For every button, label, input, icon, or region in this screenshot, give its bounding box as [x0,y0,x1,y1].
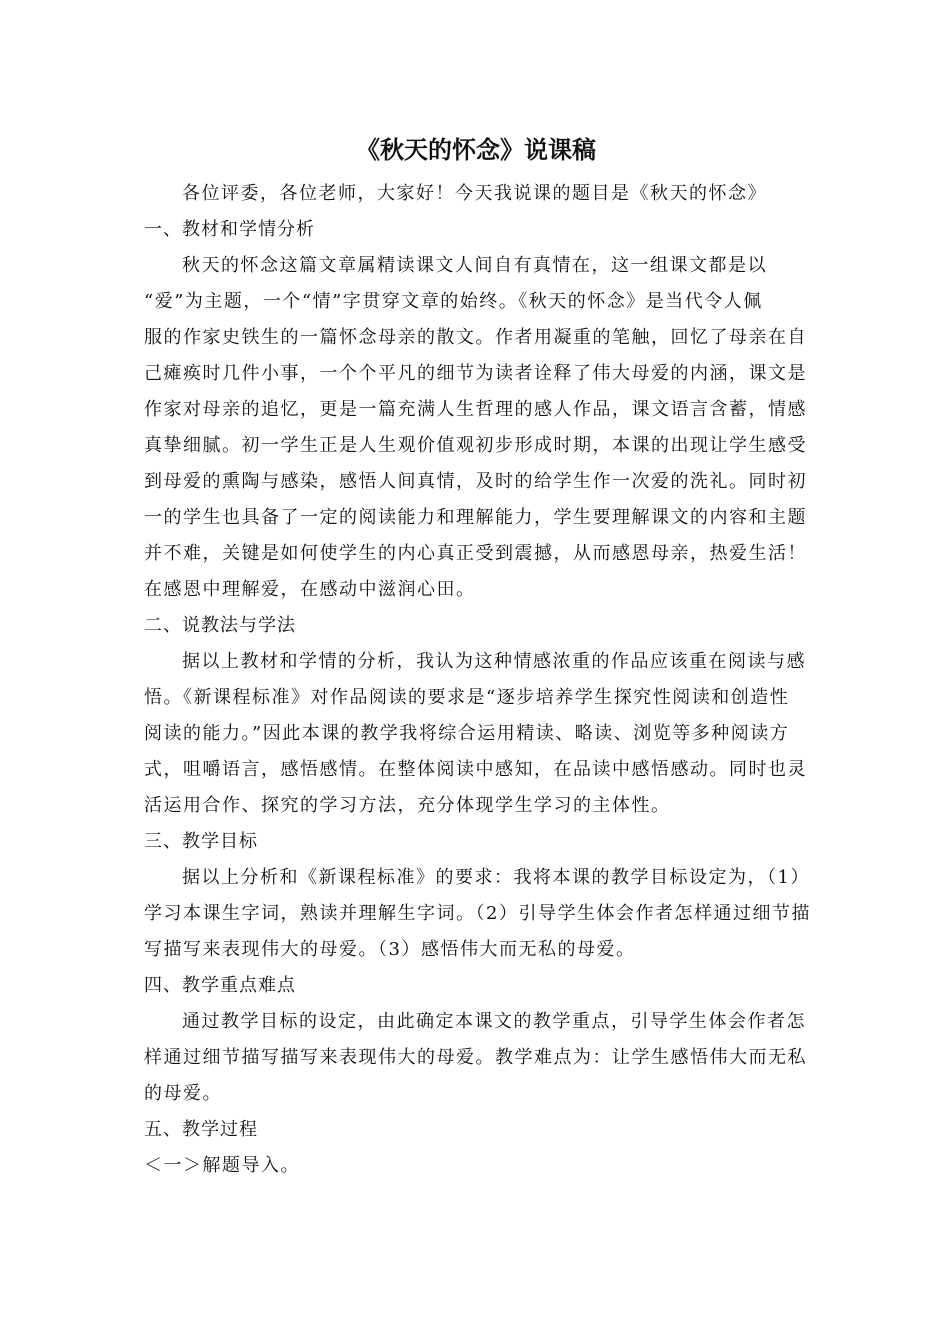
paragraph-line: 通过教学目标的设定，由此确定本课文的教学重点，引导学生体会作者怎 [182,1011,806,1032]
paragraph-line: 学习本课生字词，熟读并理解生字词。（2）引导学生体会作者怎样通过细节描 [144,903,811,924]
paragraph-line: 一的学生也具备了一定的阅读能力和理解能力，学生要理解课文的内容和主题 [144,507,807,528]
paragraph-line: “爱”为主题，一个“情”字贯穿文章的始终。《秋天的怀念》是当代令人佩 [144,291,763,312]
paragraph-line: 悟。《新课程标准》对作品阅读的要求是“逐步培养学生探究性阅读和创造性 [144,687,790,708]
section-heading: 三、教学目标 [144,831,258,852]
paragraph-line: 据以上分析和《新课程标准》的要求：我将本课的教学目标设定为，（1） [182,867,810,888]
paragraph-line: 据以上教材和学情的分析，我认为这种情感浓重的作品应该重在阅读与感 [182,651,806,672]
paragraph-line: 真挚细腻。初一学生正是人生观价值观初步形成时期，本课的出现让学生感受 [144,435,807,456]
paragraph-line: 写描写来表现伟大的母爱。（3）感悟伟大而无私的母爱。 [144,939,636,960]
paragraph-line: 服的作家史铁生的一篇怀念母亲的散文。作者用凝重的笔触，回忆了母亲在自 [144,327,807,348]
document-body [144,176,811,1184]
paragraph-line: 作家对母亲的追忆，更是一篇充满人生哲理的感人作品，课文语言含蓄，情感 [144,399,807,420]
paragraph-line: 阅读的能力。”因此本课的教学我将综合运用精读、略读、浏览等多种阅读方 [144,723,790,744]
paragraph-line: 在感恩中理解爱，在感动中滋润心田。 [144,579,476,600]
paragraph-line: 到母爱的熏陶与感染，感悟人间真情，及时的给学生作一次爱的洗礼。同时初 [144,471,807,492]
document-title: 《秋天的怀念》说课稿 [356,136,596,164]
paragraph-line: 式，咀嚼语言，感悟感情。在整体阅读中感知，在品读中感悟感动。同时也灵 [144,759,807,780]
section-heading: 四、教学重点难点 [144,975,296,996]
section-heading: 二、说教法与学法 [144,615,296,636]
paragraph-line: 活运用合作、探究的学习方法，充分体现学生学习的主体性。 [144,795,671,816]
section-heading: 一、教材和学情分析 [144,219,315,240]
paragraph-line: 并不难，关键是如何使学生的内心真正受到震撼，从而感恩母亲，热爱生活！ [144,543,807,564]
document-page [144,130,811,1184]
paragraph-line: ＜一＞解题导入。 [144,1155,300,1176]
section-heading: 五、教学过程 [144,1119,258,1140]
paragraph-line: 各位评委，各位老师，大家好！今天我说课的题目是《秋天的怀念》 [182,183,767,204]
paragraph-line: 样通过细节描写描写来表现伟大的母爱。教学难点为：让学生感悟伟大而无私 [144,1047,807,1068]
paragraph-line: 的母爱。 [144,1083,222,1104]
paragraph-line: 己瘫痪时几件小事，一个个平凡的细节为读者诠释了伟大母爱的内涵，课文是 [144,363,807,384]
paragraph-line: 秋天的怀念这篇文章属精读课文人间自有真情在，这一组课文都是以 [182,255,767,276]
